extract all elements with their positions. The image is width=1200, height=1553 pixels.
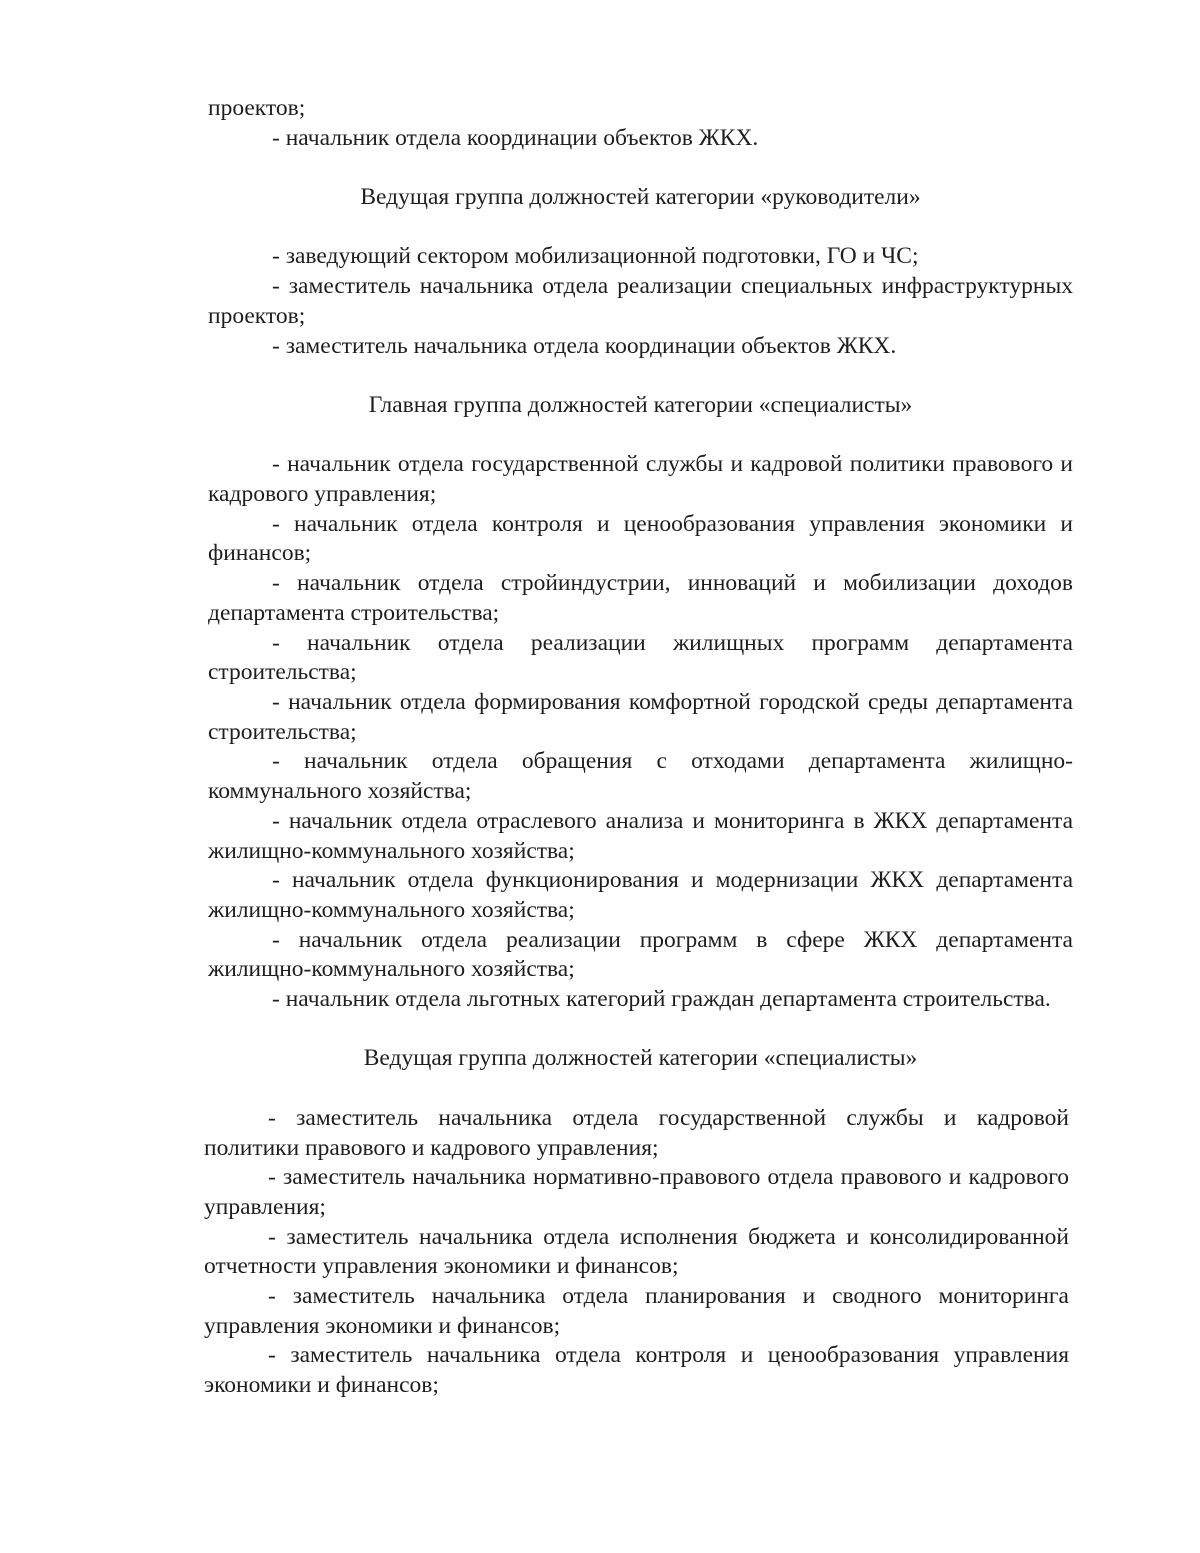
list-item: - начальник отдела отраслевого анализа и мониторинга в ЖКХ департамента жилищно-коммунального хозяйства;: [208, 807, 1073, 864]
spacer: [208, 421, 1073, 451]
spacer: [208, 361, 1073, 391]
list-item: - заместитель начальника отдела государственной службы и кадровой политики правового и кадрового управления;: [204, 1104, 1069, 1161]
list-item: - начальник отдела реализации программ в сфере ЖКХ департамента жилищно-коммунального хозяйства;: [208, 926, 1073, 983]
list-item: - начальник отдела функционирования и модернизации ЖКХ департамента жилищно-коммунального хозяйства;: [208, 867, 1073, 923]
list-item: - начальник отдела стройиндустрии, инноваций и мобилизации доходов департамента строительства;: [208, 570, 1073, 626]
list-item: - начальник отдела государственной службы и кадровой политики правового и кадрового управления;: [208, 451, 1073, 508]
spacer: [208, 153, 1073, 183]
list-item: - начальник отдела координации объектов ЖКХ.: [272, 124, 759, 151]
section-heading: Ведущая группа должностей категории «специалисты»: [363, 1045, 918, 1072]
document-body: [204, 94, 1073, 1401]
list-item: - начальник отдела контроля и ценообразования управления экономики и финансов;: [208, 510, 1073, 567]
list-item: - заместитель начальника нормативно-правового отдела правового и кадрового управления;: [204, 1164, 1069, 1220]
list-item: - заместитель начальника отдела исполнения бюджета и консолидированной отчетности управления экономики и финансов;: [204, 1223, 1069, 1280]
list-item: - начальник отдела реализации жилищных программ департамента строительства;: [208, 629, 1073, 686]
spacer: [208, 1074, 1073, 1104]
section-heading: Ведущая группа должностей категории «руководители»: [360, 184, 921, 211]
list-item: - начальник отдела обращения с отходами департамента жилищно-коммунального хозяйства;: [208, 748, 1073, 805]
spacer: [208, 213, 1073, 243]
list-item: - заместитель начальника отдела реализации специальных инфраструктурных проектов;: [208, 273, 1073, 329]
list-item: - начальник отдела льготных категорий граждан департамента строительства.: [272, 986, 1051, 1013]
list-item: - заведующий сектором мобилизационной подготовки, ГО и ЧС;: [272, 243, 919, 270]
list-item: - заместитель начальника отдела планирования и сводного мониторинга управления экономики и финансов;: [204, 1283, 1069, 1339]
continued-list-item: проектов;: [208, 95, 306, 121]
section-list: [204, 1104, 1069, 1401]
list-item: - начальник отдела формирования комфортной городской среды департамента строительства;: [208, 689, 1073, 745]
spacer: [208, 1015, 1073, 1045]
list-item: - заместитель начальника отдела контроля и ценообразования управления экономики и финансов;: [204, 1342, 1069, 1399]
list-item: - заместитель начальника отдела координации объектов ЖКХ.: [272, 332, 897, 359]
section-heading: Главная группа должностей категории «специалисты»: [368, 391, 913, 418]
